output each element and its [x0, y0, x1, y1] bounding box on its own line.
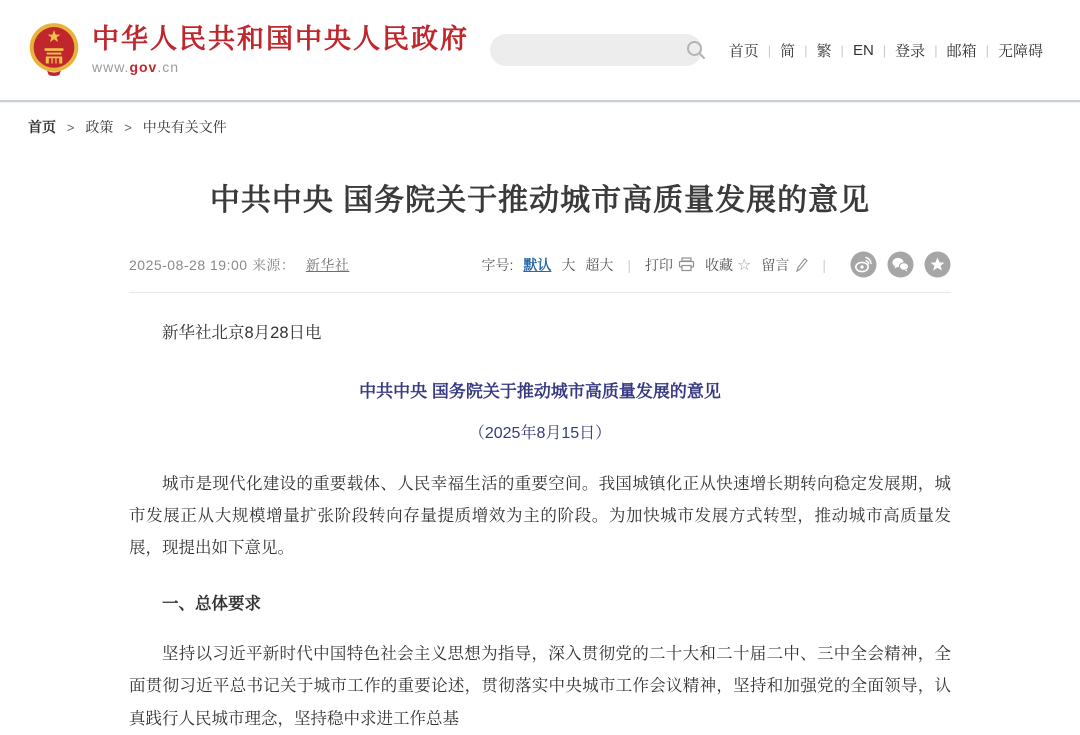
pencil-icon	[794, 257, 808, 272]
share-icons	[840, 251, 951, 278]
star-icon: ☆	[737, 256, 752, 274]
nav-separator: |	[840, 42, 844, 58]
paragraph: 坚持以习近平新时代中国特色社会主义思想为指导，深入贯彻党的二十大和二十届二中、三中全会精神，全面贯彻习近平总书记关于城市工作的重要论述，贯彻落实中央城市工作会议精神，坚持和加强党的全面领导，认真践行人民城市理念，坚持稳中求进工作总基	[129, 645, 951, 728]
nav-separator: |	[882, 42, 887, 58]
toolbar-separator: |	[822, 256, 826, 273]
search-box[interactable]	[490, 34, 702, 66]
article-meta-bar	[129, 251, 951, 293]
printer-icon	[678, 257, 695, 272]
document-title: 中共中央 国务院关于推动城市高质量发展的意见	[359, 382, 721, 402]
dateline: 新华社北京8月28日电	[162, 324, 322, 342]
wechat-icon	[887, 251, 914, 278]
main-content	[129, 175, 951, 735]
favorite-label: 收藏	[705, 256, 734, 273]
breadcrumb-separator: >	[66, 120, 75, 135]
national-emblem-icon	[28, 22, 80, 78]
print-label: 打印	[645, 256, 674, 273]
search-icon	[685, 39, 707, 61]
publish-date: 2025-08-28 19:00	[129, 256, 248, 273]
breadcrumb	[0, 102, 1080, 145]
site-url-www: www.	[92, 58, 130, 75]
nav-english[interactable]: EN	[852, 41, 874, 59]
nav-separator: |	[804, 42, 808, 58]
font-size-label: 字号:	[481, 256, 514, 273]
nav-separator: |	[934, 42, 938, 58]
comment-label: 留言	[761, 256, 790, 273]
qzone-star-icon	[924, 251, 951, 278]
search-input[interactable]	[504, 42, 685, 58]
font-size-default-button[interactable]: 默认	[523, 256, 552, 273]
section-heading: 一、总体要求	[162, 595, 261, 614]
font-size-xlarge-button[interactable]: 超大	[585, 256, 614, 273]
breadcrumb-home[interactable]: 首页	[28, 119, 56, 135]
share-weibo-button[interactable]	[850, 251, 877, 278]
nav-simplified[interactable]: 简	[780, 42, 796, 60]
top-nav	[720, 40, 1052, 61]
paragraph: 城市是现代化建设的重要载体、人民幸福生活的重要空间。我国城镇化正从快速增长期转向稳定发展期，城市发展正从大规模增量扩张阶段转向存量提质增效为主的阶段。为加快城市发展方式转型，推动城市高质量发展，现提出如下意见。	[129, 474, 951, 557]
article-toolbar	[481, 251, 951, 278]
site-url-gov: gov	[129, 58, 158, 75]
site-logo[interactable]	[28, 22, 469, 78]
share-wechat-button[interactable]	[887, 251, 914, 278]
source-link[interactable]: 新华社	[305, 256, 350, 273]
site-header	[0, 0, 1080, 100]
nav-mail[interactable]: 邮箱	[946, 42, 977, 60]
article-meta-left	[129, 255, 349, 275]
site-url	[92, 59, 469, 75]
breadcrumb-category[interactable]: 中央有关文件	[142, 119, 227, 135]
source-label: 来源：	[251, 256, 296, 273]
document-date: （2025年8月15日）	[468, 425, 612, 443]
toolbar-separator: |	[627, 256, 632, 273]
comment-button[interactable]	[761, 255, 808, 275]
favorite-button[interactable]	[705, 255, 751, 275]
nav-login[interactable]: 登录	[895, 42, 926, 60]
share-qzone-button[interactable]	[924, 251, 951, 278]
nav-separator: |	[985, 42, 989, 58]
page-title: 中共中央 国务院关于推动城市高质量发展的意见	[209, 184, 871, 217]
print-button[interactable]	[645, 255, 695, 275]
nav-separator: |	[767, 42, 772, 58]
nav-traditional[interactable]: 繁	[816, 42, 832, 60]
breadcrumb-policy[interactable]: 政策	[85, 119, 114, 135]
site-title: 中华人民共和国中央人民政府	[92, 24, 469, 55]
weibo-icon	[850, 251, 877, 278]
article-body	[129, 317, 951, 735]
breadcrumb-separator: >	[124, 120, 132, 135]
nav-home[interactable]: 首页	[728, 42, 759, 60]
site-url-cn: .cn	[157, 58, 180, 75]
font-size-large-button[interactable]: 大	[561, 256, 576, 273]
search-button[interactable]	[685, 39, 707, 61]
nav-accessibility[interactable]: 无障碍	[997, 42, 1043, 60]
